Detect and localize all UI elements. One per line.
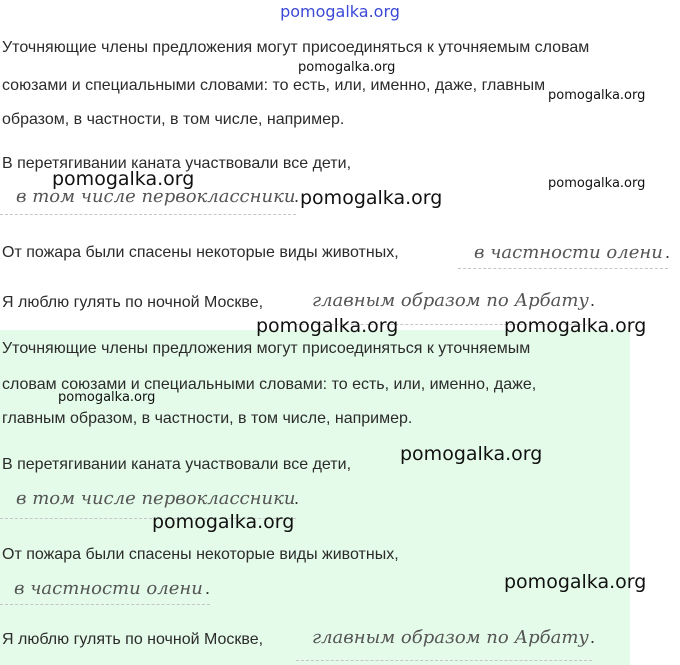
watermark: pomogalka.org	[152, 511, 295, 533]
sentence-3-text: Я люблю гулять по ночной Москве,	[2, 631, 264, 648]
intro-line-1: Уточняющие члены предложения могут присоединяться к уточняемым словам	[2, 39, 590, 56]
sentence-2-answer[interactable]: в частности олени	[14, 578, 203, 599]
watermark: pomogalka.org	[400, 443, 543, 465]
period: .	[205, 578, 211, 598]
sentence-1-answer[interactable]: в том числе первоклассники	[16, 488, 296, 509]
top-watermark: pomogalka.org	[280, 2, 400, 21]
watermark: pomogalka.org	[256, 315, 399, 337]
intro-line-1: Уточняющие члены предложения могут присоединяться к уточняемым	[2, 340, 531, 357]
sentence-3-answer[interactable]: главным образом по Арбату	[312, 290, 589, 311]
sentence-2-answer-line	[458, 268, 668, 269]
sentence-1-answer[interactable]: в том числе первоклассники	[16, 186, 296, 207]
period: .	[590, 290, 596, 310]
watermark: pomogalka.org	[298, 60, 396, 75]
sentence-3-text: Я люблю гулять по ночной Москве,	[2, 294, 264, 311]
sentence-2-answer[interactable]: в частности олени	[474, 242, 663, 263]
period: .	[294, 186, 300, 206]
period: .	[665, 242, 671, 262]
intro-line-3: главным образом, в частности, в том числе, например.	[2, 410, 413, 427]
sentence-3-answer[interactable]: главным образом по Арбату	[312, 627, 589, 648]
period: .	[294, 488, 300, 508]
period: .	[590, 627, 596, 647]
intro-line-2: союзами и специальными словами: то есть, или, именно, даже, главным	[2, 77, 546, 94]
sentence-1-text: В перетягивании каната участвовали все дети,	[2, 155, 352, 172]
watermark: pomogalka.org	[504, 315, 647, 337]
sentence-1-text: В перетягивании каната участвовали все дети,	[2, 456, 352, 473]
sentence-2-text: От пожара были спасены некоторые виды животных,	[2, 546, 399, 563]
intro-line-3: образом, в частности, в том числе, например.	[2, 111, 345, 128]
watermark: pomogalka.org	[52, 168, 195, 190]
intro-line-2: словам союзами и специальными словами: то есть, или, именно, даже,	[2, 376, 537, 393]
watermark: pomogalka.org	[504, 571, 647, 593]
watermark: pomogalka.org	[300, 187, 443, 209]
watermark: pomogalka.org	[58, 390, 156, 405]
watermark: pomogalka.org	[548, 88, 646, 103]
sentence-1-answer-line	[0, 214, 296, 215]
sentence-3-answer-line	[296, 660, 592, 661]
sentence-2-text: От пожара были спасены некоторые виды животных,	[2, 244, 399, 261]
watermark: pomogalka.org	[548, 176, 646, 191]
sentence-2-answer-line	[0, 604, 210, 605]
